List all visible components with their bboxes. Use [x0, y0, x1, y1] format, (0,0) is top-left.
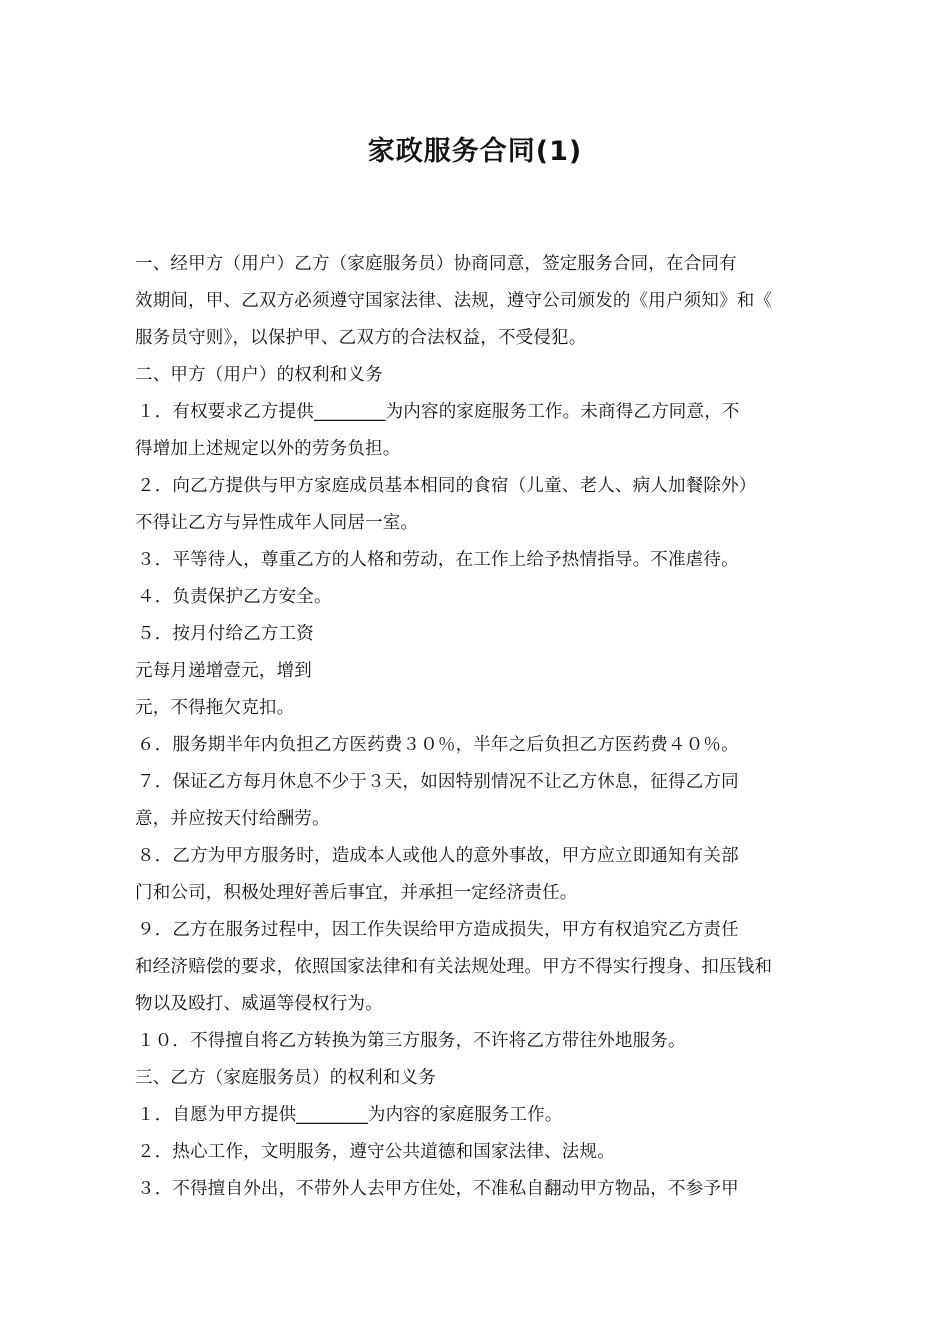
clause-line: 元，不得拖欠克扣。	[135, 698, 295, 718]
clause-line: ８．乙方为甲方服务时，造成本人或他人的意外事故，甲方应立即通知有关部	[137, 846, 739, 866]
clause-line: 和经济赔偿的要求，依照国家法律和有关法规处理。甲方不得实行搜身、扣压钱和	[135, 957, 773, 977]
clause-line: 门和公司，积极处理好善后事宜，并承担一定经济责任。	[135, 883, 578, 903]
clause-line: ６．服务期半年内负担乙方医药费３０％，半年之后负担乙方医药费４０％。	[137, 735, 739, 755]
paragraph-line: 服务员守则》，以保护甲、乙双方的合法权益，不受侵犯。	[135, 328, 587, 348]
clause-line: 不得让乙方与异性成年人同居一室。	[135, 513, 419, 533]
document-title: 家政服务合同(1)	[367, 136, 583, 167]
clause-line: 得增加上述规定以外的劳务负担。	[135, 439, 401, 459]
clause-line: ３．不得擅自外出，不带外人去甲方住处，不准私自翻动甲方物品，不参予甲	[137, 1179, 739, 1199]
clause-line: １．自愿为甲方提供________为内容的家庭服务工作。	[137, 1105, 563, 1125]
clause-line: ７．保证乙方每月休息不少于３天，如因特别情况不让乙方休息，征得乙方同	[137, 772, 739, 792]
clause-line: １．有权要求乙方提供________为内容的家庭服务工作。未商得乙方同意，不	[137, 402, 740, 422]
clause-line: ２．热心工作，文明服务，遵守公共道德和国家法律、法规。	[137, 1142, 615, 1162]
paragraph-line: 一、经甲方（用户）乙方（家庭服务员）协商同意，签定服务合同，在合同有	[135, 254, 737, 274]
clause-line: 元每月递增壹元，增到	[135, 661, 312, 681]
clause-line: 意，并应按天付给酬劳。	[135, 809, 330, 829]
section-heading: 二、甲方（用户）的权利和义务	[135, 365, 383, 385]
clause-line: 物以及殴打、威逼等侵权行为。	[135, 994, 383, 1014]
clause-line: ２．向乙方提供与甲方家庭成员基本相同的食宿（儿童、老人、病人加餐除外）	[137, 476, 757, 496]
clause-line: ４．负责保护乙方安全。	[137, 587, 332, 607]
section-heading: 三、乙方（家庭服务员）的权利和义务	[135, 1068, 436, 1088]
paragraph-line: 效期间，甲、乙双方必须遵守国家法律、法规，遵守公司颁发的《用户须知》和《	[135, 291, 773, 311]
clause-line: ５．按月付给乙方工资	[137, 624, 314, 644]
clause-line: ９．乙方在服务过程中，因工作失误给甲方造成损失，甲方有权追究乙方责任	[137, 920, 739, 940]
document-body	[135, 246, 835, 1208]
clause-line: １０．不得擅自将乙方转换为第三方服务，不许将乙方带往外地服务。	[137, 1031, 686, 1051]
clause-line: ３．平等待人，尊重乙方的人格和劳动，在工作上给予热情指导。不准虐待。	[137, 550, 739, 570]
